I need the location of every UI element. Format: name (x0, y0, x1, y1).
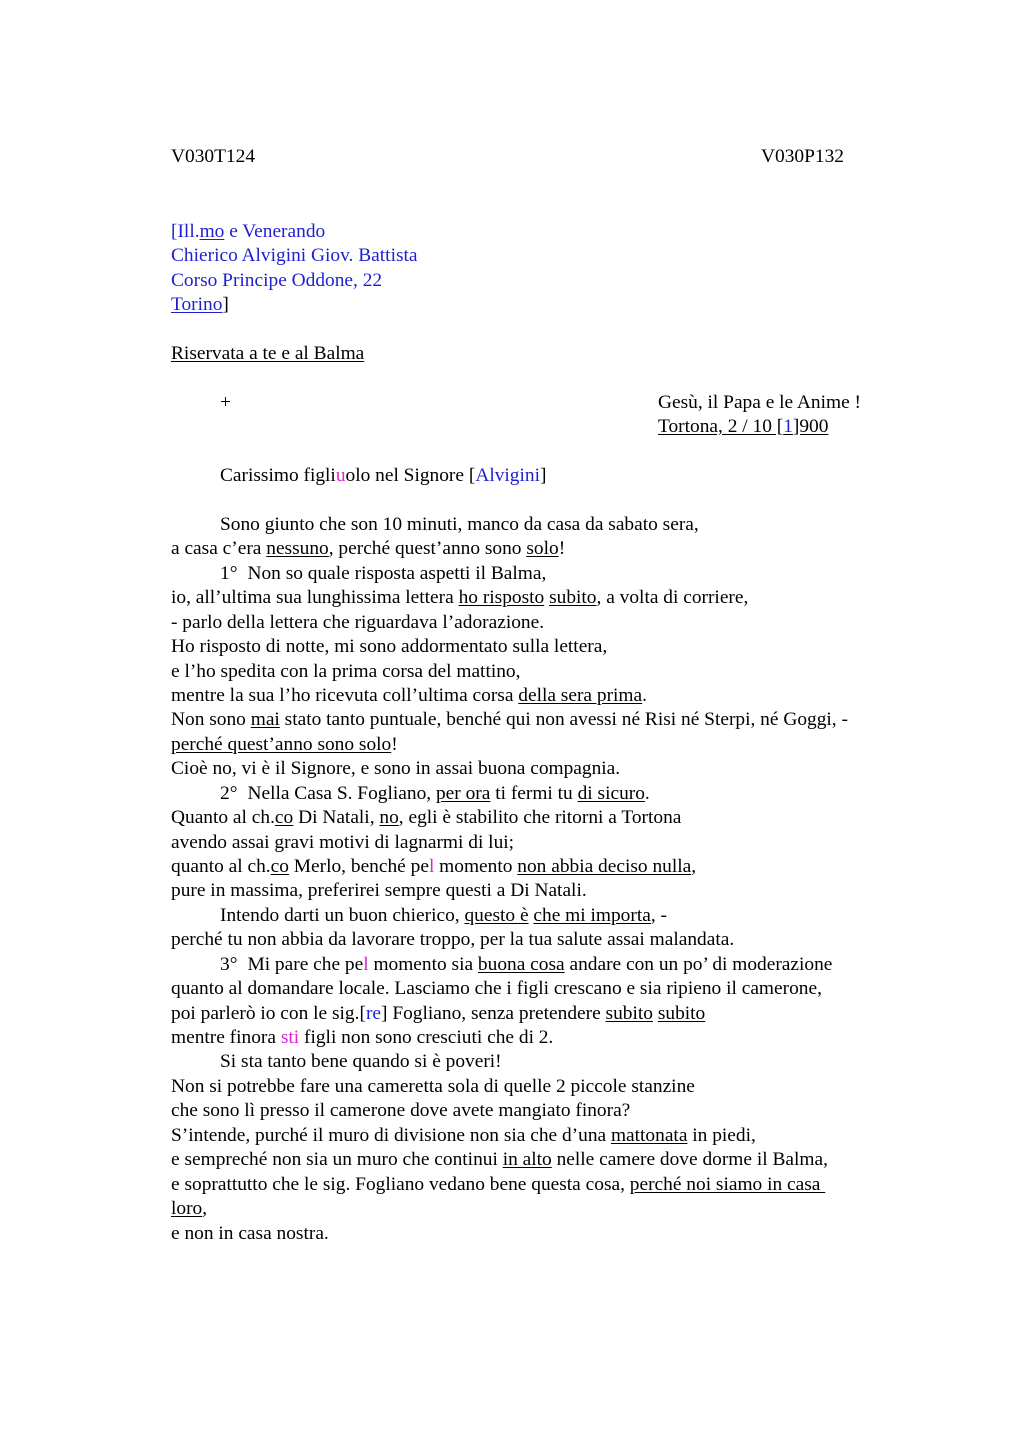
body-line: io, all’ultima sua lunghissima lettera ho risposto subito, a volta di corriere, (171, 587, 749, 608)
body-line: Non sono mai stato tanto puntuale, benché qui non avessi né Risi né Sterpi, né Goggi, - (171, 709, 848, 730)
body-line: 1° Non so quale risposta aspetti il Balma, (220, 563, 547, 584)
body-line: 3° Mi pare che pel momento sia buona cosa andare con un po’ di moderazione (220, 954, 833, 975)
body-line: e l’ho spedita con la prima corsa del mattino, (171, 661, 521, 682)
body-line: Non si potrebbe fare una cameretta sola di quelle 2 piccole stanzine (171, 1076, 695, 1097)
body-line: avendo assai gravi motivi di lagnarmi di lui; (171, 832, 515, 853)
motto: Gesù, il Papa e le Anime ! (658, 392, 862, 413)
body-line: che sono lì presso il camerone dove avete mangiato finora? (171, 1100, 631, 1121)
body-line: Ho risposto di notte, mi sono addormentato sulla lettera, (171, 636, 608, 657)
body-line: pure in massima, preferirei sempre questi a Di Natali. (171, 880, 587, 901)
body-line: e non in casa nostra. (171, 1223, 329, 1244)
body-line: a casa c’era nessuno, perché quest’anno sono solo! (171, 538, 566, 559)
body-line: Intendo darti un buon chierico, questo è che mi importa, - (220, 905, 667, 926)
salutation: Carissimo figliuolo nel Signore [Alvigini] (220, 465, 547, 486)
header-right-code: V030P132 (761, 146, 844, 167)
header-left-code: V030T124 (171, 146, 256, 167)
date-line: Tortona, 2 / 10 [1]900 (658, 416, 829, 437)
body-line: e soprattutto che le sig. Fogliano vedano bene questa cosa, perché noi siamo in casa (171, 1174, 826, 1195)
cross-mark: + (220, 392, 231, 413)
body-line: perché quest’anno sono solo! (171, 734, 398, 755)
body-line: perché tu non abbia da lavorare troppo, per la tua salute assai malandata. (171, 929, 735, 950)
body-line: quanto al ch.co Merlo, benché pel momento non abbia deciso nulla, (171, 856, 697, 877)
body-line: Cioè no, vi è il Signore, e sono in assai buona compagnia. (171, 758, 621, 779)
address-line-3: Corso Principe Oddone, 22 (171, 270, 383, 291)
body-line: Quanto al ch.co Di Natali, no, egli è stabilito che ritorni a Tortona (171, 807, 682, 828)
body-line: poi parlerò io con le sig.[re] Fogliano, senza pretendere subito subito (171, 1003, 706, 1024)
address-line-2: Chierico Alvigini Giov. Battista (171, 245, 418, 266)
address-line-1: [Ill.mo e Venerando (171, 221, 326, 242)
reserved-note: Riservata a te e al Balma (171, 343, 365, 364)
body-line: loro, (171, 1198, 208, 1219)
body-line: mentre la sua l’ho ricevuta coll’ultima corsa della sera prima. (171, 685, 647, 706)
body-line: e sempreché non sia un muro che continui in alto nelle camere dove dorme il Balma, (171, 1149, 828, 1170)
body-line: S’intende, purché il muro di divisione non sia che d’una mattonata in piedi, (171, 1125, 756, 1146)
body-line: - parlo della lettera che riguardava l’adorazione. (171, 612, 545, 633)
body-line: quanto al domandare locale. Lasciamo che i figli crescano e sia ripieno il camerone, (171, 978, 822, 999)
body-line: Si sta tanto bene quando si è poveri! (220, 1051, 502, 1072)
body-line: Sono giunto che son 10 minuti, manco da casa da sabato sera, (220, 514, 699, 535)
body-line: 2° Nella Casa S. Fogliano, per ora ti fermi tu di sicuro. (220, 783, 650, 804)
address-line-4: Torino] (171, 294, 229, 315)
body-line: mentre finora sti figli non sono cresciuti che di 2. (171, 1027, 554, 1048)
